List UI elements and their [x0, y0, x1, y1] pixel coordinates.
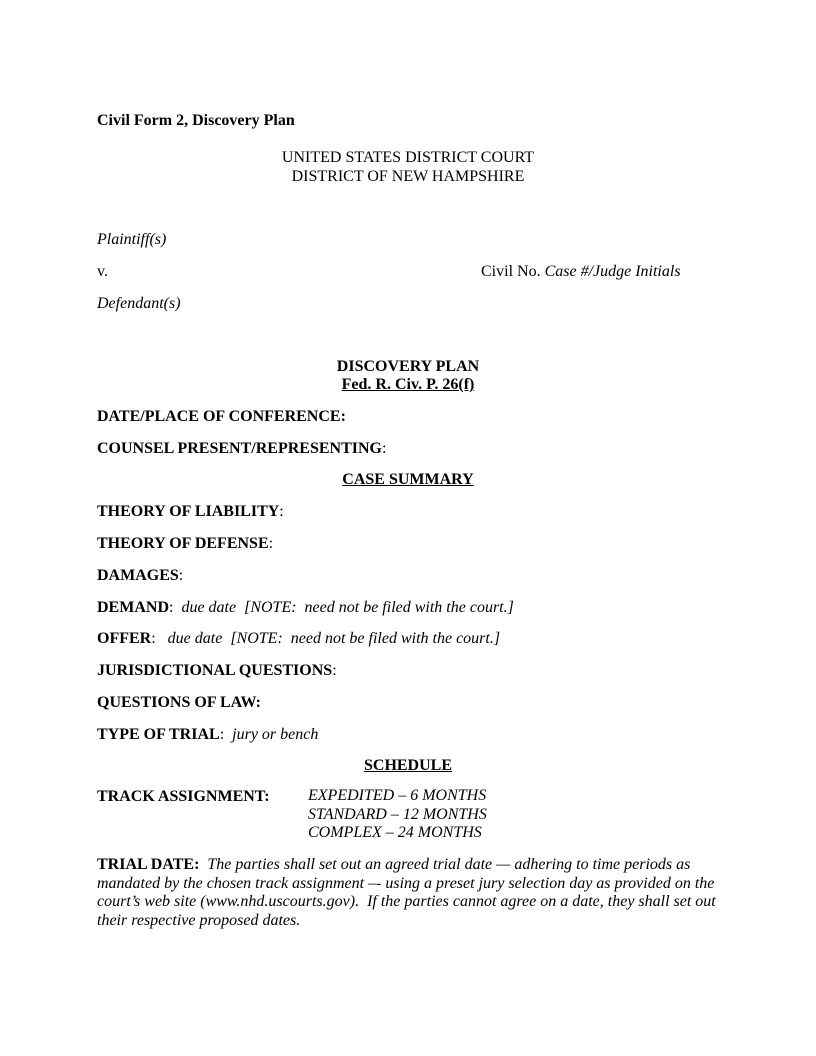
field-label: COUNSEL PRESENT/REPRESENTING [97, 440, 382, 457]
field-demand [97, 598, 514, 617]
schedule-heading [0, 756, 816, 775]
trial-date-line-4: their respective proposed dates. [97, 911, 301, 929]
field-suffix: : [219, 726, 225, 743]
trial-date-line-3: court’s web site (www.nhd.uscourts.gov). If the parties cannot agree on a date, they shall set out [97, 893, 716, 910]
field-suffix: : [381, 440, 387, 457]
field-label: THEORY OF LIABILITY [97, 503, 280, 520]
field-suffix: : [332, 662, 337, 679]
field-damages [97, 566, 183, 585]
track-option-expedited: EXPEDITED – 6 MONTHS [308, 787, 487, 804]
trial-date-text: The parties shall set out an agreed trial date — adhering to time periods as [207, 856, 691, 873]
field-suffix: : [178, 567, 184, 584]
field-counsel [97, 439, 386, 458]
versus-label: v. [97, 263, 108, 280]
field-date-place [97, 407, 346, 426]
form-title: Civil Form 2, Discovery Plan [97, 112, 295, 129]
rule-reference [0, 375, 816, 394]
field-theory-of-defense [97, 534, 273, 553]
field-jurisdictional-questions [97, 661, 337, 680]
civil-no-label: Civil No. [481, 263, 541, 280]
civil-no-value: Case #/Judge Initials [544, 263, 681, 280]
field-label: OFFER [97, 630, 152, 647]
field-type-of-trial [97, 725, 318, 744]
field-label: DATE/PLACE OF CONFERENCE: [97, 408, 346, 425]
case-summary-heading-text: CASE SUMMARY [342, 471, 474, 488]
field-label: DEMAND [97, 599, 169, 616]
document-title: DISCOVERY PLAN [336, 358, 480, 375]
trial-date-line-1 [97, 856, 737, 875]
field-label: JURISDICTIONAL QUESTIONS [97, 662, 333, 679]
track-assignment-label: TRACK ASSIGNMENT: [97, 788, 270, 805]
field-questions-of-law [97, 693, 261, 712]
trial-date-line-2: mandated by the chosen track assignment –- using a preset jury selection day as provided on the [97, 874, 715, 892]
court-district: DISTRICT OF NEW HAMPSHIRE [291, 168, 525, 185]
plaintiff-label: Plaintiff(s) [97, 231, 167, 248]
track-option-standard: STANDARD – 12 MONTHS [308, 805, 487, 823]
field-label: TYPE OF TRIAL [97, 726, 220, 743]
field-suffix: : [169, 599, 174, 616]
trial-date-paragraph [97, 856, 737, 930]
field-label: QUESTIONS OF LAW: [97, 694, 261, 711]
court-name: UNITED STATES DISTRICT COURT [281, 149, 535, 166]
field-offer [97, 629, 500, 648]
schedule-heading-text: SCHEDULE [363, 757, 453, 774]
field-suffix: : [151, 630, 156, 647]
track-assignment-options [308, 787, 487, 843]
case-summary-heading [0, 470, 816, 489]
field-suffix: : [279, 503, 284, 520]
civil-number [481, 262, 681, 281]
field-label: DAMAGES [97, 567, 179, 584]
track-option-complex: COMPLEX – 24 MONTHS [308, 824, 482, 841]
field-label: THEORY OF DEFENSE [97, 535, 269, 552]
field-theory-of-liability [97, 502, 284, 521]
field-value: jury or bench [232, 726, 319, 743]
field-value: due date [NOTE: need not be filed with the court.] [167, 630, 501, 647]
defendant-label: Defendant(s) [97, 295, 181, 312]
field-suffix: : [268, 535, 274, 552]
trial-date-label: TRIAL DATE: [97, 856, 200, 873]
rule-reference-text: Fed. R. Civ. P. 26(f) [341, 376, 475, 393]
field-value: due date [NOTE: need not be filed with the court.] [181, 599, 514, 616]
